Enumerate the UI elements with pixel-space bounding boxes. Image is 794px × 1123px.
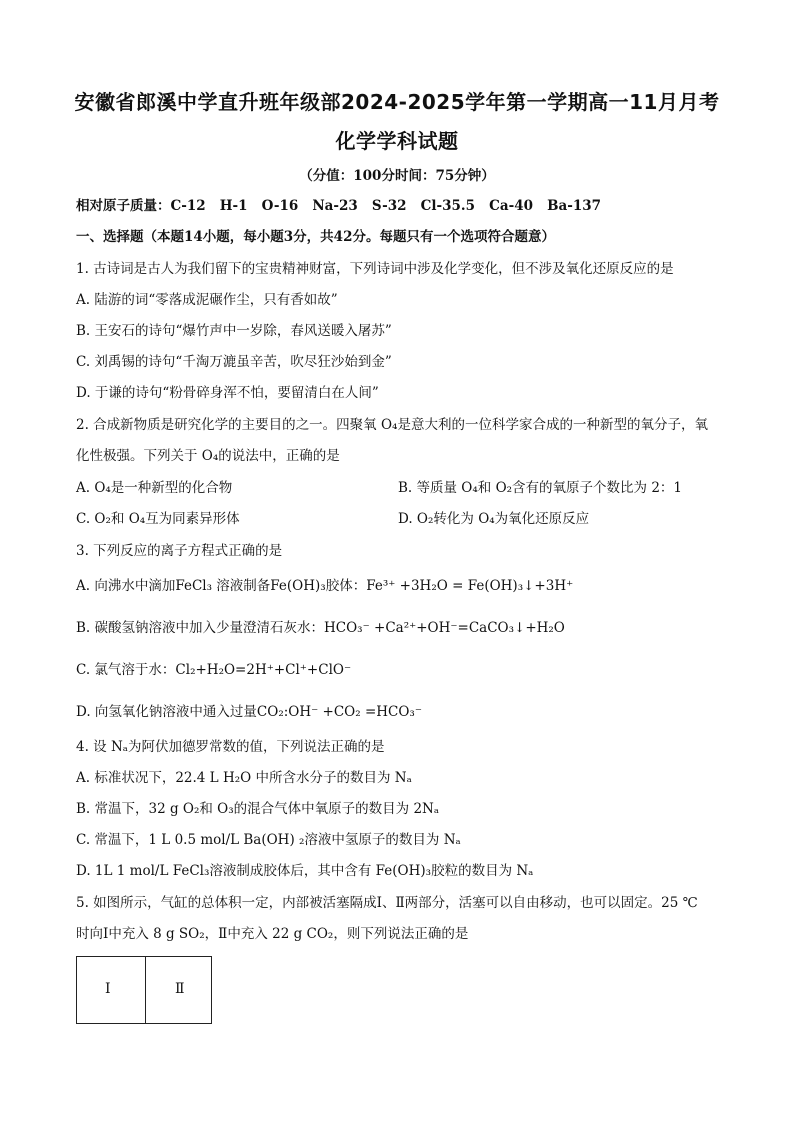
q5-stem-line1: 5. 如图所示，气缸的总体积一定，内部被活塞隔成Ⅰ、Ⅱ两部分，活塞可以自由移动，也可以固定。25 ℃ [76, 895, 698, 911]
score-time-info: （分值：100分时间：75分钟） [299, 168, 495, 184]
q4-stem: 4. 设 Nₐ为阿伏加德罗常数的值，下列说法正确的是 [76, 739, 385, 755]
q1-option-d: D. 于谦的诗句“粉骨碎身浑不怕，要留清白在人间” [76, 385, 379, 401]
q4-option-a: A. 标准状况下，22.4 L H₂O 中所含水分子的数目为 Nₐ [76, 770, 412, 786]
atomic-mass-values: C-12 H-1 O-16 Na-23 S-32 Cl-35.5 Ca-40 Ba-137 [170, 198, 602, 214]
q4-option-d: D. 1L 1 mol/L FeCl₃溶液制成胶体后，其中含有 Fe(OH)₃胶粒的数目为 Nₐ [76, 863, 534, 879]
q1-option-b: B. 王安石的诗句“爆竹声中一岁除，春风送暖入屠苏” [76, 323, 392, 339]
q3-option-c: C. 氯气溶于水：Cl₂+H₂O=2H⁺+Cl⁺+ClO⁻ [76, 662, 352, 678]
piston-divider [145, 957, 146, 1023]
exam-subject-title: 化学学科试题 [335, 129, 459, 153]
q5-stem-line2: 时向Ⅰ中充入 8 g SO₂，Ⅱ中充入 22 g CO₂，则下列说法正确的是 [76, 926, 469, 942]
q1-option-c: C. 刘禹锡的诗句“千淘万漉虽辛苦，吹尽狂沙始到金” [76, 354, 392, 370]
q3-option-d: D. 向氢氧化钠溶液中通入过量CO₂:OH⁻ +CO₂ =HCO₃⁻ [76, 704, 422, 720]
exam-title: 安徽省郎溪中学直升班年级部2024-2025学年第一学期高一11月月考 [74, 90, 720, 114]
q4-option-b: B. 常温下，32 g O₂和 O₃的混合气体中氧原子的数目为 2Nₐ [76, 801, 440, 817]
q3-stem: 3. 下列反应的离子方程式正确的是 [76, 543, 283, 559]
atomic-mass-line [76, 197, 601, 215]
chamber-label-i: Ⅰ [105, 981, 111, 997]
q2-stem-line2: 化性极强。下列关于 O₄的说法中，正确的是 [76, 448, 340, 464]
q2-option-d: D. O₂转化为 O₄为氧化还原反应 [398, 511, 590, 527]
section-heading: 一、选择题（本题14小题，每小题3分，共42分。每题只有一个选项符合题意） [76, 229, 555, 245]
q1-stem: 1. 古诗词是古人为我们留下的宝贵精神财富，下列诗词中涉及化学变化，但不涉及氧化还原反应的是 [76, 261, 674, 277]
chamber-label-ii: Ⅱ [175, 981, 185, 997]
q2-option-c: C. O₂和 O₄互为同素异形体 [76, 511, 240, 527]
q3-option-a: A. 向沸水中滴加FeCl₃ 溶液制备Fe(OH)₃胶体：Fe³⁺ +3H₂O = Fe(OH)₃↓+3H⁺ [76, 578, 574, 594]
q2-option-b: B. 等质量 O₄和 O₂含有的氧原子个数比为 2：1 [398, 480, 683, 496]
cylinder-diagram [76, 956, 212, 1024]
atomic-mass-label: 相对原子质量： [76, 198, 171, 214]
q4-option-c: C. 常温下，1 L 0.5 mol/L Ba(OH) ₂溶液中氢原子的数目为 Nₐ [76, 832, 461, 848]
q2-option-a: A. O₄是一种新型的化合物 [76, 480, 233, 496]
q2-stem-line1: 2. 合成新物质是研究化学的主要目的之一。四聚氧 O₄是意大利的一位科学家合成的一种新型的氧分子，氧 [76, 417, 708, 433]
q3-option-b: B. 碳酸氢钠溶液中加入少量澄清石灰水：HCO₃⁻ +Ca²⁺+OH⁻=CaCO₃↓+H₂O [76, 620, 565, 636]
q1-option-a: A. 陆游的词“零落成泥碾作尘，只有香如故” [76, 292, 338, 308]
